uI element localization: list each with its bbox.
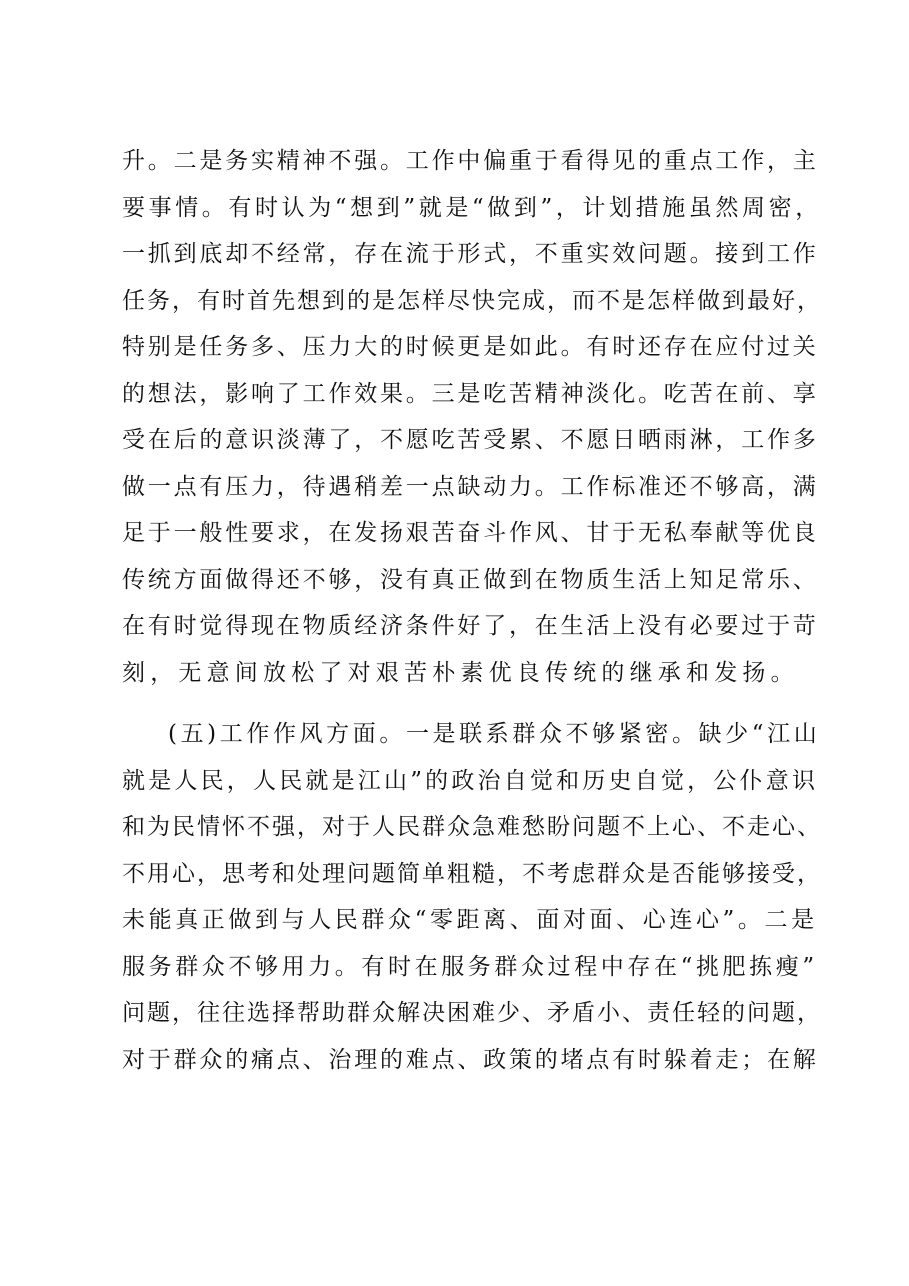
document-body — [122, 138, 822, 1083]
text-line: 足于一般性要求，在发扬艰苦奋斗作风、甘于无私奉献等优良 — [122, 520, 819, 546]
text-line: 服务群众不够用力。有时在服务群众过程中存在“挑肥拣瘦” — [122, 953, 818, 980]
text-line: 刻，无意间放松了对艰苦朴素优良传统的继承和发扬。 — [122, 659, 799, 686]
text-line: 做一点有压力，待遇稍差一点缺动力。工作标准还不够高，满 — [122, 473, 819, 500]
text-line: 不用心，思考和处理问题简单粗糙，不考虑群众是否能够接受， — [122, 860, 822, 887]
text-line: 要事情。有时认为“想到”就是“做到”，计划措施虽然周密， — [122, 194, 822, 221]
text-line: 传统方面做得还不够，没有真正做到在物质生活上知足常乐、 — [122, 566, 819, 593]
text-line: 受在后的意识淡薄了，不愿吃苦受累、不愿日晒雨淋，工作多 — [122, 427, 819, 453]
text-line: 在有时觉得现在物质经济条件好了，在生活上没有必要过于苛 — [122, 613, 819, 639]
text-line: 和为民情怀不强，对于人民群众急难愁盼问题不上心、不走心、 — [122, 814, 822, 840]
text-line: 任务，有时首先想到的是怎样尽快完成，而不是怎样做到最好， — [122, 287, 822, 314]
text-line: 升。二是务实精神不强。工作中偏重于看得见的重点工作，主 — [122, 148, 819, 174]
text-line: 特别是任务多、压力大的时候更是如此。有时还存在应付过关 — [122, 334, 819, 360]
paragraph-2 — [122, 711, 822, 1083]
paragraph-1 — [122, 138, 822, 696]
text-line: (五)工作作风方面。一是联系群众不够紧密。缺少“江山 — [168, 721, 821, 747]
text-line: 的想法，影响了工作效果。三是吃苦精神淡化。吃苦在前、享 — [122, 380, 819, 407]
text-line: 问题，往往选择帮助群众解决困难少、矛盾小、责任轻的问题， — [122, 1000, 822, 1026]
text-line: 未能真正做到与人民群众“零距离、面对面、心连心”。二是 — [122, 907, 818, 933]
text-line: 就是人民，人民就是江山”的政治自觉和历史自觉，公仆意识 — [122, 767, 819, 794]
text-line: 对于群众的痛点、治理的难点、政策的堵点有时躲着走；在解 — [122, 1046, 819, 1073]
paragraph-spacer — [122, 696, 822, 711]
text-line: 一抓到底却不经常，存在流于形式，不重实效问题。接到工作 — [122, 241, 819, 267]
